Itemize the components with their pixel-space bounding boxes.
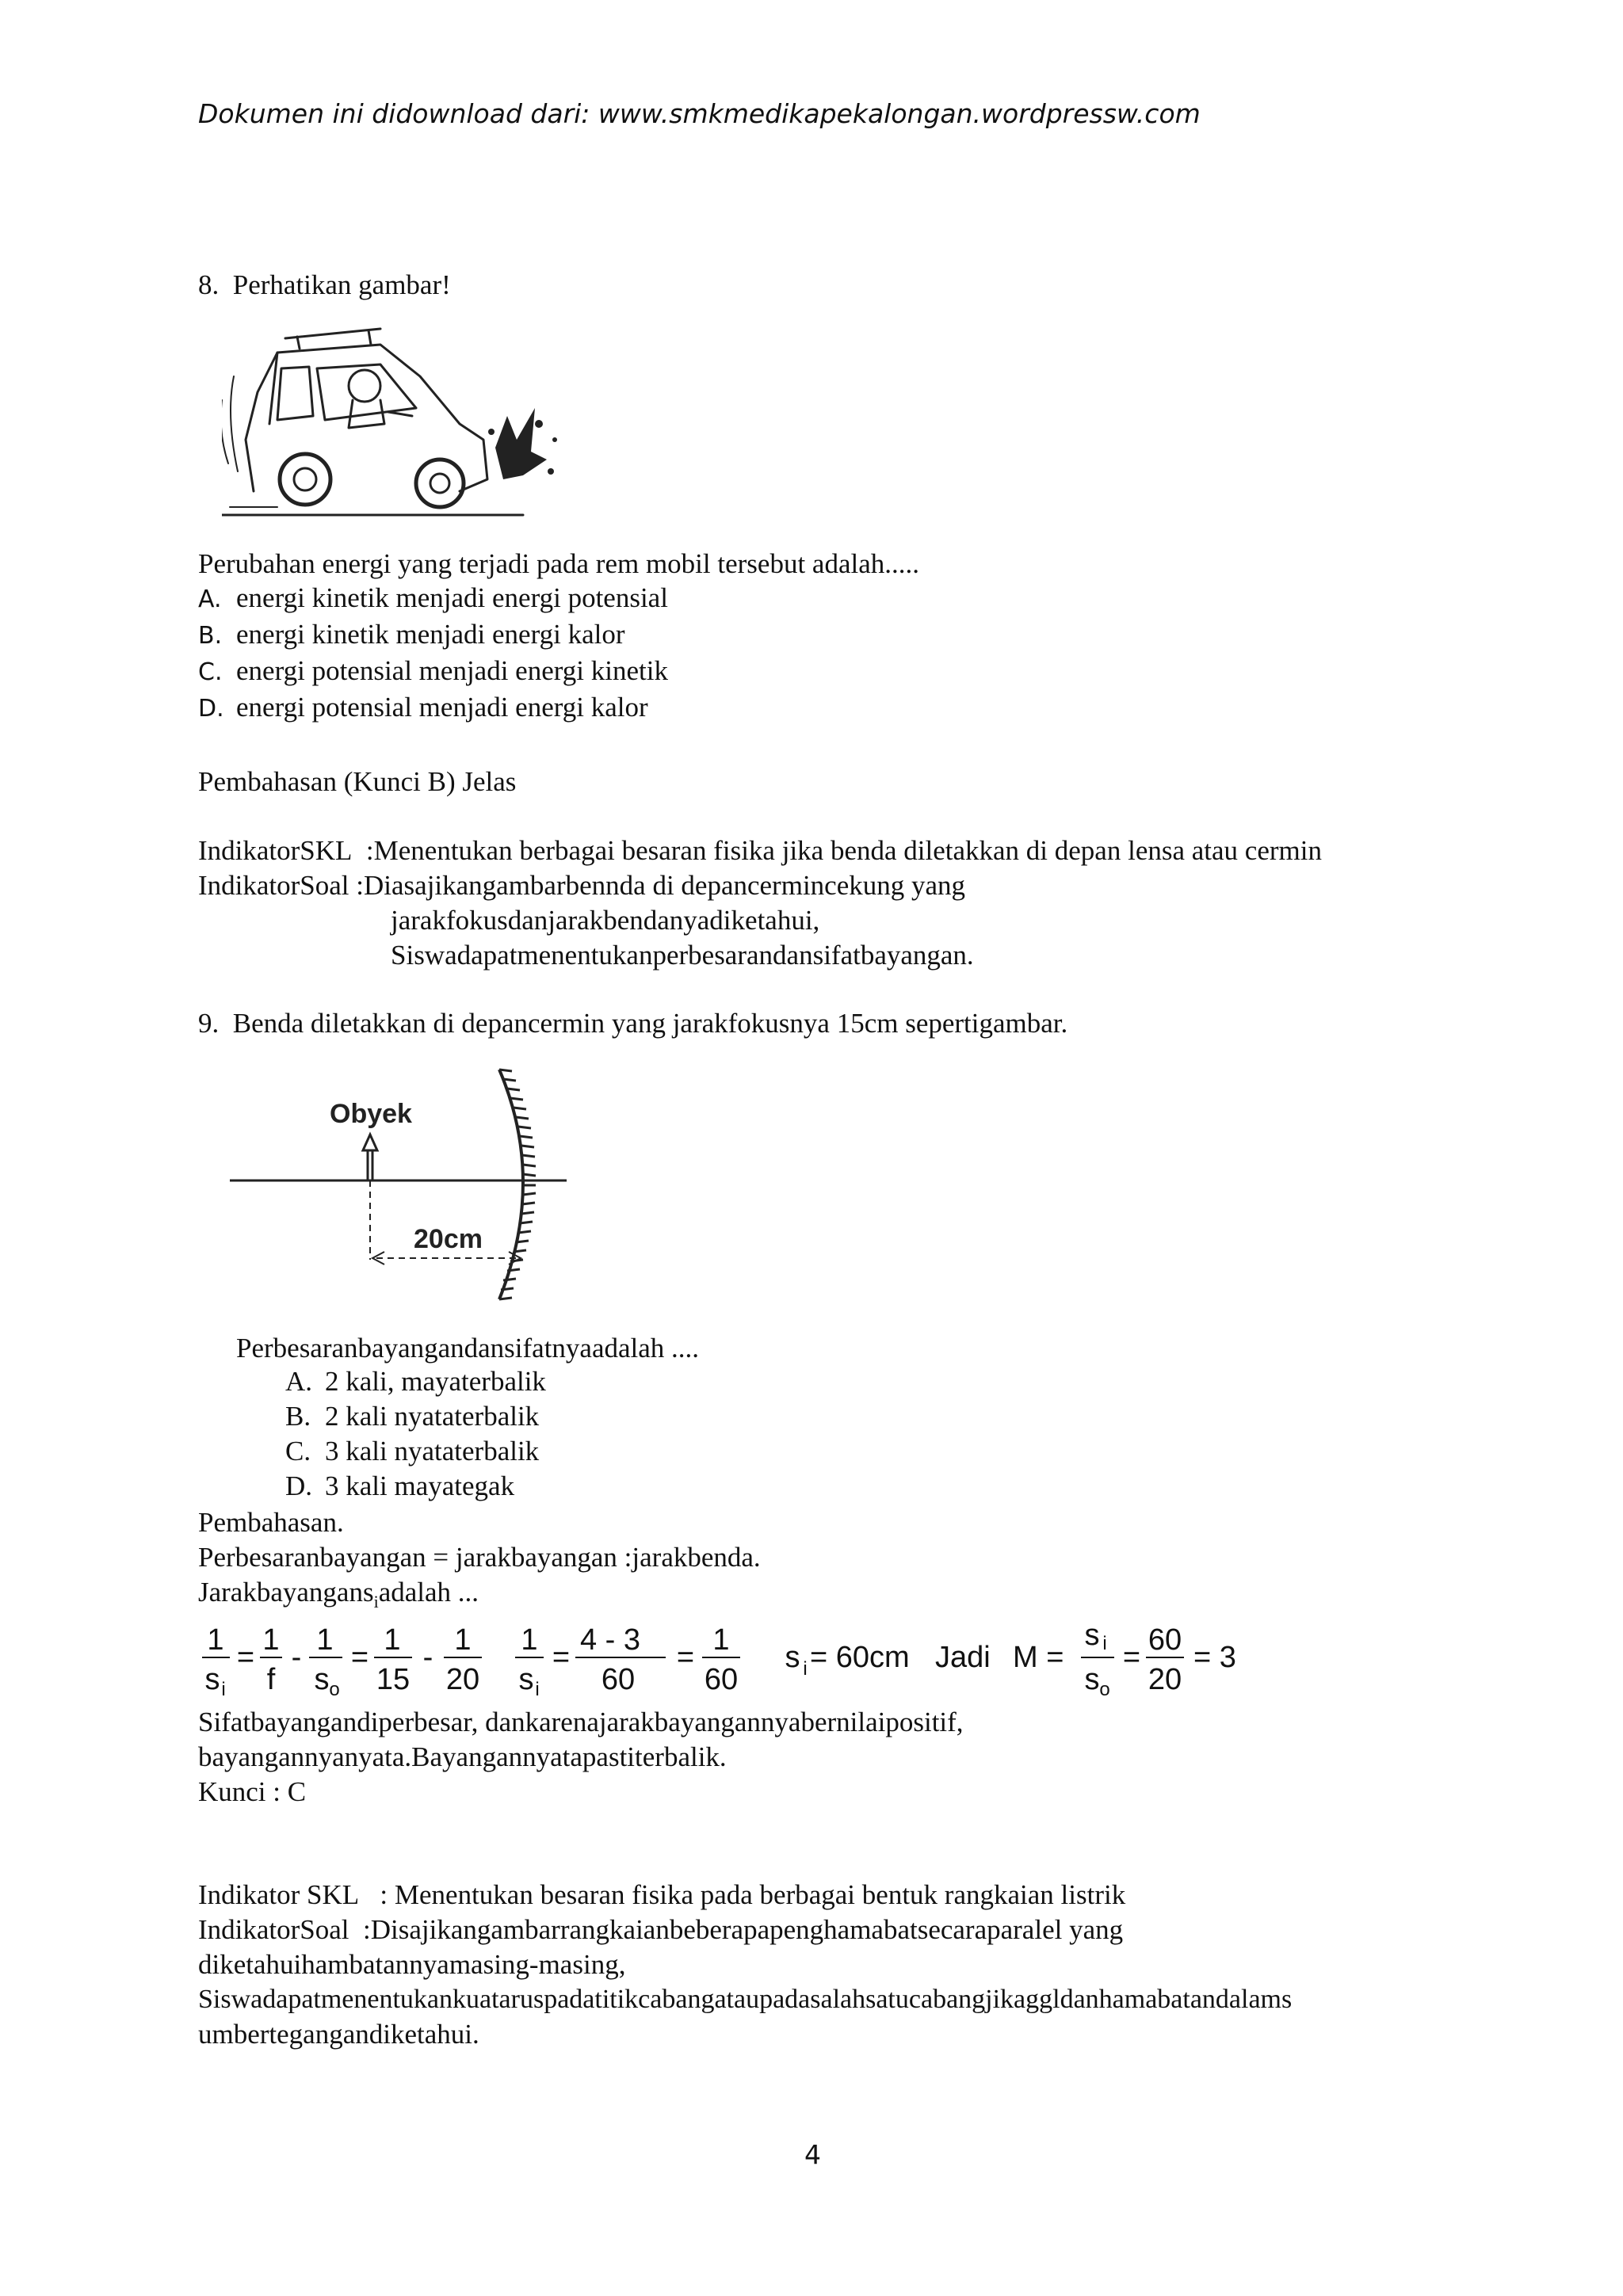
svg-text:s: s bbox=[314, 1663, 330, 1696]
svg-text:1: 1 bbox=[454, 1623, 472, 1657]
svg-text:-: - bbox=[291, 1641, 302, 1674]
q8-number: 8. bbox=[198, 269, 220, 300]
q8-heading bbox=[198, 268, 451, 303]
indicator-skl-2: Indikator SKL : Menentukan besaran fisika pada berbagai bentuk rangkaian listrik bbox=[198, 1879, 1126, 1910]
mirror-hatching bbox=[499, 1070, 536, 1299]
page-header: Dokumen ini didownload dari: www.smkmedikapekalongan.wordpressw.com bbox=[198, 98, 1201, 129]
svg-text:1: 1 bbox=[207, 1623, 224, 1657]
q8-option-d[interactable]: D. energi potensial menjadi energi kalor bbox=[198, 692, 648, 723]
q9-conclusion-line1: Sifatbayangandiperbesar, dankarenajarakbayangannyabernilaipositif, bbox=[198, 1707, 964, 1737]
car-braking-illustration bbox=[222, 321, 579, 527]
svg-text:Jadi: Jadi bbox=[935, 1641, 991, 1674]
svg-text:s: s bbox=[1084, 1663, 1100, 1696]
svg-text:s: s bbox=[1084, 1619, 1100, 1652]
q9-text: Benda diletakkan di depancermin yang jarakfokusnya 15cm sepertigambar. bbox=[232, 1008, 1068, 1039]
indicator-skl-1: IndikatorSKL :Menentukan berbagai besaran fisika jika benda diletakkan di depan lensa atau cermin bbox=[198, 835, 1322, 866]
mirror-formula bbox=[198, 1616, 1308, 1703]
svg-text:-: - bbox=[422, 1641, 433, 1674]
q9-conclusion-line2: bayangannyanyata.Bayangannyatapastiterbalik. bbox=[198, 1741, 727, 1772]
svg-text:s: s bbox=[785, 1641, 800, 1674]
distance-label: 20cm bbox=[414, 1224, 483, 1254]
q9-number: 9. bbox=[198, 1008, 220, 1039]
svg-text:1: 1 bbox=[521, 1623, 538, 1657]
indicator-soal-1-line2: jarakfokusdanjarakbendanyadiketahui, bbox=[391, 905, 820, 936]
svg-text:=: = bbox=[236, 1641, 255, 1674]
svg-text:4 - 3: 4 - 3 bbox=[579, 1623, 641, 1657]
indicator-soal-2-line3: Siswadapatmenentukankuataruspadatitikcabangataupadasalahsatucabangjikaggldanhamabatandalams bbox=[198, 1985, 1293, 2014]
svg-text:o: o bbox=[329, 1679, 340, 1700]
svg-text:i: i bbox=[1102, 1633, 1107, 1654]
svg-text:i: i bbox=[803, 1658, 808, 1680]
object-label: Obyek bbox=[330, 1099, 412, 1129]
svg-text:60: 60 bbox=[601, 1663, 636, 1696]
svg-text:1: 1 bbox=[712, 1623, 730, 1657]
svg-text:= 60cm: = 60cm bbox=[810, 1641, 910, 1674]
svg-text:s: s bbox=[204, 1663, 220, 1696]
indicator-soal-2: IndikatorSoal :Disajikangambarrangkaianbeberapapenghamabatsecaraparalel yang bbox=[198, 1914, 1124, 1945]
q9-key: Kunci : C bbox=[198, 1776, 307, 1807]
svg-text:=: = bbox=[676, 1641, 695, 1674]
q8-option-c[interactable]: C. energi potensial menjadi energi kinetik bbox=[198, 655, 668, 686]
q9-discussion-line2: Jarakbayangans$_i$adalah ... bbox=[198, 1577, 479, 1611]
q9-discussion-title: Pembahasan. bbox=[198, 1507, 344, 1538]
svg-text:i: i bbox=[221, 1679, 226, 1700]
q8-question: Perubahan energi yang terjadi pada rem mobil tersebut adalah..... bbox=[198, 548, 919, 579]
indicator-soal-2-line4: umbertegangandiketahui. bbox=[198, 2019, 479, 2050]
svg-text:o: o bbox=[1099, 1679, 1110, 1700]
svg-text:= 3: = 3 bbox=[1193, 1641, 1236, 1674]
q9-option-a[interactable]: A. 2 kali, mayaterbalik bbox=[285, 1366, 546, 1397]
q9-discussion-line1: Perbesaranbayangan = jarakbayangan :jarakbenda. bbox=[198, 1542, 761, 1573]
svg-text:=: = bbox=[552, 1641, 571, 1674]
indicator-soal-2-line2: diketahuihambatannyamasing-masing, bbox=[198, 1949, 626, 1980]
svg-text:=: = bbox=[1122, 1641, 1141, 1674]
svg-text:1: 1 bbox=[262, 1623, 280, 1657]
svg-text:20: 20 bbox=[1148, 1663, 1182, 1696]
svg-text:20: 20 bbox=[445, 1663, 480, 1696]
q8-prompt: Perhatikan gambar! bbox=[232, 269, 451, 300]
svg-text:=: = bbox=[350, 1641, 369, 1674]
concave-mirror-diagram bbox=[230, 1062, 579, 1307]
svg-text:M =: M = bbox=[1013, 1641, 1064, 1674]
q9-option-d[interactable]: D. 3 kali mayategak bbox=[285, 1470, 515, 1501]
q8-option-a[interactable]: A. energi kinetik menjadi energi potensial bbox=[198, 582, 668, 613]
indicator-soal-1: IndikatorSoal :Diasajikangambarbennda di depancermincekung yang bbox=[198, 870, 966, 901]
q9-option-c[interactable]: C. 3 kali nyataterbalik bbox=[285, 1436, 540, 1466]
svg-text:15: 15 bbox=[376, 1663, 411, 1696]
svg-text:f: f bbox=[266, 1663, 276, 1696]
page-number: 4 bbox=[804, 2139, 821, 2170]
object-arrow bbox=[363, 1135, 377, 1180]
svg-text:1: 1 bbox=[384, 1623, 401, 1657]
svg-text:i: i bbox=[535, 1679, 540, 1700]
svg-text:1: 1 bbox=[316, 1623, 334, 1657]
q8-discussion: Pembahasan (Kunci B) Jelas bbox=[198, 766, 517, 797]
q8-option-b[interactable]: B. energi kinetik menjadi energi kalor bbox=[198, 619, 625, 650]
svg-text:60: 60 bbox=[704, 1663, 739, 1696]
q9-heading bbox=[198, 1006, 1067, 1041]
indicator-soal-1-line3: Siswadapatmenentukanperbesarandansifatbayangan. bbox=[391, 940, 974, 971]
svg-text:60: 60 bbox=[1148, 1623, 1182, 1657]
q9-option-b[interactable]: B. 2 kali nyataterbalik bbox=[285, 1401, 540, 1432]
svg-text:s: s bbox=[518, 1663, 534, 1696]
q9-question: Perbesaranbayangandansifatnyaadalah .... bbox=[236, 1333, 700, 1363]
